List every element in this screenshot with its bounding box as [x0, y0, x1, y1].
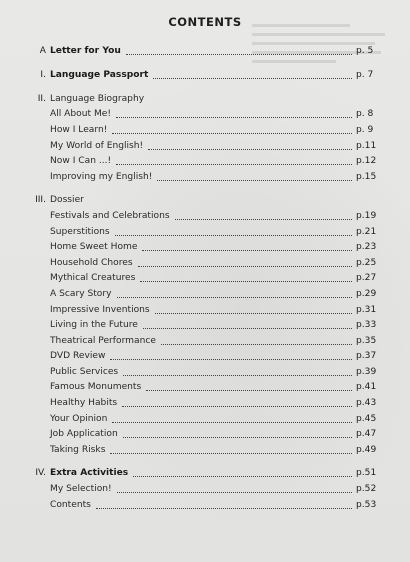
- toc-entry: [0, 222, 410, 238]
- dot-leader: [133, 476, 352, 477]
- toc-entry-title: How I Learn!: [50, 124, 108, 135]
- toc-entry-page: p.11: [356, 140, 377, 151]
- toc-entry-title: My Selection!: [50, 484, 112, 495]
- toc-entry-page: p.33: [356, 320, 377, 331]
- toc-entry-title: Theatrical Performance: [50, 335, 156, 346]
- toc-entry: [0, 495, 410, 511]
- dot-leader: [96, 508, 352, 509]
- toc-entry: [0, 167, 410, 183]
- toc-entry-page: p.23: [356, 242, 377, 253]
- dot-leader: [115, 235, 352, 236]
- toc-entry: [0, 409, 410, 425]
- dot-leader: [110, 359, 352, 360]
- toc-entry-page: p.41: [356, 382, 377, 393]
- toc-entry: [0, 331, 410, 347]
- dot-leader: [157, 180, 352, 181]
- toc-entry-page: p. 7: [356, 70, 374, 81]
- dot-leader: [112, 133, 352, 134]
- dot-leader: [155, 313, 352, 314]
- dot-leader: [142, 250, 352, 251]
- toc-entry-title: A Scary Story: [50, 288, 112, 299]
- toc-entry-title: Language Biography: [50, 93, 145, 104]
- toc-entry: [0, 425, 410, 441]
- dot-leader: [175, 219, 352, 220]
- toc-entry-number: III.: [35, 195, 46, 206]
- toc-entry-title: Home Sweet Home: [50, 242, 138, 253]
- toc-entry-title: All About Me!: [50, 109, 112, 120]
- toc-entry-page: p.31: [356, 304, 377, 315]
- toc-entry-title: Language Passport: [50, 70, 149, 81]
- dot-leader: [138, 266, 352, 267]
- dot-leader: [140, 281, 352, 282]
- toc-entry-number: A: [39, 45, 46, 56]
- toc-entry-number: I.: [40, 70, 46, 81]
- toc-entry-title: Mythical Creatures: [50, 273, 136, 284]
- toc-entry-number: II.: [37, 93, 46, 104]
- toc-entry-title: Healthy Habits: [50, 398, 118, 409]
- dot-leader: [148, 149, 352, 150]
- toc-entry-page: p.25: [356, 257, 377, 268]
- dot-leader: [123, 375, 352, 376]
- toc-entry: [0, 206, 410, 222]
- dot-leader: [112, 422, 352, 423]
- toc-entry-page: p.53: [356, 499, 377, 510]
- dot-leader: [153, 78, 352, 79]
- toc-entry: [0, 136, 410, 152]
- toc-entry-page: p.45: [356, 413, 377, 424]
- toc-entry-number: IV.: [35, 468, 46, 479]
- dot-leader: [116, 164, 352, 165]
- toc-entry-title: DVD Review: [50, 351, 106, 362]
- toc-entry-page: p.19: [356, 210, 377, 221]
- toc-entry-page: p.47: [356, 429, 377, 440]
- dot-leader: [126, 54, 352, 55]
- toc-entry-page: p.39: [356, 366, 377, 377]
- toc-entry-page: p.29: [356, 288, 377, 299]
- toc-entry: [0, 152, 410, 168]
- toc-entry-page: p. 9: [356, 124, 374, 135]
- toc-entry: [0, 105, 410, 121]
- toc-entry: [0, 378, 410, 394]
- toc-entry-title: Now I Can ...!: [50, 156, 112, 167]
- toc-entry-page: p.27: [356, 273, 377, 284]
- toc-entry: [0, 284, 410, 300]
- toc-entry-title: Taking Risks: [50, 444, 106, 455]
- page-title: CONTENTS: [168, 15, 242, 29]
- toc-entry: [0, 440, 410, 456]
- toc-entry-title: Public Services: [50, 366, 119, 377]
- toc-entry-title: Impressive Inventions: [50, 304, 150, 315]
- toc-entry: [0, 41, 410, 57]
- toc-entry-page: p.37: [356, 351, 377, 362]
- toc-entry: [0, 269, 410, 285]
- toc-entry: [0, 393, 410, 409]
- toc-entry-title: Superstitions: [50, 226, 110, 237]
- toc-entry-page: p.51: [356, 468, 377, 479]
- toc-entry-title: Job Application: [50, 429, 118, 440]
- dot-leader: [146, 390, 352, 391]
- dot-leader: [161, 344, 352, 345]
- toc-entry-title: Dossier: [50, 195, 84, 206]
- toc-entry-title: Living in the Future: [50, 320, 138, 331]
- toc-entry: [0, 464, 410, 480]
- toc-entry: [0, 362, 410, 378]
- toc-entry-title: Improving my English!: [50, 171, 153, 182]
- toc-entry-title: Festivals and Celebrations: [50, 210, 170, 221]
- toc-entry-title: Contents: [50, 499, 91, 510]
- dot-leader: [110, 453, 352, 454]
- toc-entry-page: p.15: [356, 171, 377, 182]
- toc-entry-title: Your Opinion: [50, 413, 108, 424]
- toc-entry: [0, 253, 410, 269]
- toc-entry: [0, 316, 410, 332]
- toc-entry-page: p.43: [356, 398, 377, 409]
- toc-entry-title: Letter for You: [50, 45, 121, 56]
- dot-leader: [122, 406, 352, 407]
- table-of-contents: [0, 41, 410, 511]
- toc-entry-title: Household Chores: [50, 257, 133, 268]
- dot-leader: [117, 297, 352, 298]
- toc-entry: [0, 479, 410, 495]
- toc-entry: [0, 66, 410, 82]
- toc-entry: [0, 238, 410, 254]
- toc-entry: [0, 120, 410, 136]
- toc-entry-page: p.49: [356, 444, 377, 455]
- dot-leader: [143, 328, 352, 329]
- toc-entry-page: p.21: [356, 226, 377, 237]
- toc-entry: [0, 347, 410, 363]
- toc-entry-title: Extra Activities: [50, 468, 129, 479]
- toc-entry: [0, 300, 410, 316]
- toc-entry: [0, 191, 410, 207]
- toc-entry-title: Famous Monuments: [50, 382, 142, 393]
- toc-entry: [0, 89, 410, 105]
- toc-entry-page: p. 8: [356, 109, 374, 120]
- dot-leader: [123, 437, 352, 438]
- toc-entry-title: My World of English!: [50, 140, 144, 151]
- dot-leader: [117, 492, 352, 493]
- toc-entry-page: p.35: [356, 335, 377, 346]
- toc-entry-page: p. 5: [356, 45, 374, 56]
- toc-entry-page: p.52: [356, 484, 377, 495]
- toc-entry-page: p.12: [356, 156, 377, 167]
- dot-leader: [116, 117, 352, 118]
